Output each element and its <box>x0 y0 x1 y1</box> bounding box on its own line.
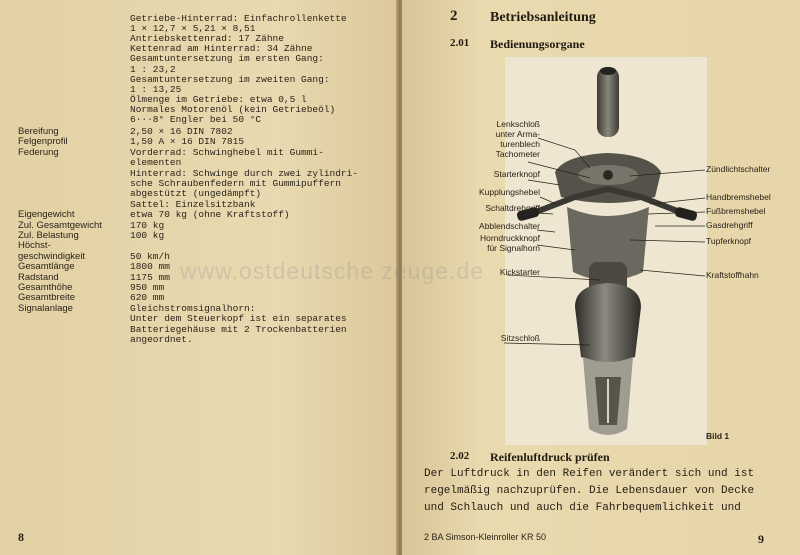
spec-label: Felgenprofil <box>18 136 68 148</box>
callout-left: Tachometer <box>495 149 540 159</box>
spec-value: 1175 mm <box>130 271 170 283</box>
spec-value: 100 kg <box>130 230 165 241</box>
spec-value: 2,50 × 16 DIN 7802 <box>130 126 233 137</box>
drive-line: Getriebe-Hinterrad: Einfachrollenkette <box>130 13 347 24</box>
spec-label: Gesamtlänge <box>18 261 75 273</box>
spec-label: Gesamthöhe <box>18 282 73 293</box>
drive-line: 1 × 12,7 × 5,21 × 8,51 <box>130 23 256 35</box>
spec-value: etwa 70 kg (ohne Kraftstoff) <box>130 209 290 221</box>
drive-line: 6···8° Engler bei 50 °C <box>130 114 262 125</box>
callout-left: Abblendschalter <box>479 221 540 231</box>
section2-title: Reifenluftdruck prüfen <box>490 450 610 464</box>
drive-line: Gesamtuntersetzung im zweiten Gang: <box>130 73 330 85</box>
callout-right: Gasdrehgriff <box>706 220 753 230</box>
section-number: 2.01 <box>450 37 470 49</box>
callout-right: Handbremshebel <box>706 192 771 202</box>
section2-number: 2.02 <box>450 450 470 462</box>
spec-value: 170 kg <box>130 219 165 231</box>
callout-left: turenblech <box>500 139 540 149</box>
body-line-3: und Schlauch und auch die Fahrbequemlichkeit und <box>424 502 741 514</box>
spec-label: Radstand <box>18 271 59 283</box>
drive-line: Antriebskettenrad: 17 Zähne <box>130 33 284 45</box>
spec-label: Zul. Belastung <box>18 230 79 241</box>
spec-value: abgestützt (ungedämpft) <box>130 188 262 200</box>
drive-line: Normales Motorenöl (kein Getriebeöl) <box>130 103 336 115</box>
spec-value: Hinterrad: Schwinge durch zwei zylindri- <box>130 167 359 179</box>
figure-caption: Bild 1 <box>706 431 730 441</box>
spec-value: Vorderrad: Schwinghebel mit Gummi- <box>130 146 324 158</box>
drive-line: 1 : 13,25 <box>130 83 182 95</box>
spec-label: Federung <box>18 146 59 158</box>
callout-left: für Signalhorn <box>487 243 540 253</box>
spec-value: 1,50 A × 16 DIN 7815 <box>130 136 245 148</box>
callout-right: Zündlichtschalter <box>706 164 771 174</box>
body-line-2: regelmäßig nachzuprüfen. Die Lebensdauer von Decke <box>424 485 755 497</box>
spec-value: angeordnet. <box>130 334 193 345</box>
page-footer: 2 BA Simson-Kleinroller KR 50 <box>424 532 547 542</box>
drive-line: Kettenrad am Hinterrad: 34 Zähne <box>130 43 313 55</box>
spec-value: 950 mm <box>130 282 165 293</box>
spec-value: Gleichstromsignalhorn: <box>130 302 256 314</box>
callout-left: Kupplungshebel <box>479 187 540 197</box>
callout-left: Sitzschloß <box>500 333 540 343</box>
chapter-title: Betriebsanleitung <box>490 10 596 25</box>
spec-value: Sattel: Einzelsitzbank <box>130 198 256 210</box>
spec-value: 50 km/h <box>130 250 170 262</box>
spec-value: 620 mm <box>130 292 165 304</box>
spec-value: Unter dem Steuerkopf ist ein separates <box>130 313 347 325</box>
watermark: www.ostdeutsche zeuge.de <box>180 258 485 284</box>
callout-left: Starterknopf <box>493 169 540 179</box>
drive-line: 1 : 23,2 <box>130 63 176 75</box>
spec-label: Gesamtbreite <box>18 292 76 304</box>
spec-value: elementen <box>130 157 182 169</box>
callout-right: Fußbremshebel <box>706 206 766 216</box>
spec-label: geschwindigkeit <box>18 250 86 262</box>
callout-right: Tupferknopf <box>706 236 752 246</box>
callout-left: unter Arma- <box>495 129 540 139</box>
callout-left: Horndruckknopf <box>479 233 540 243</box>
left-page-number: 8 <box>18 530 24 544</box>
spec-label: Eigengewicht <box>18 209 75 221</box>
spec-value: Batteriegehäuse mit 2 Trockenbatterien <box>130 323 347 335</box>
right-page-number: 9 <box>758 532 764 546</box>
drive-line: Ölmenge im Getriebe: etwa 0,5 l <box>130 93 307 105</box>
section-title: Bedienungsorgane <box>490 37 585 51</box>
spec-label: Zul. Gesamtgewicht <box>18 219 102 231</box>
callout-right: Kraftstoffhahn <box>706 270 759 280</box>
callout-left: Schaltdrehgriff <box>485 203 540 213</box>
spec-label: Höchst- <box>18 240 51 252</box>
callout-left: Kickstarter <box>499 267 540 277</box>
chapter-number: 2 <box>450 8 458 24</box>
spec-label: Bereifung <box>18 126 59 137</box>
drive-line: Gesamtuntersetzung im ersten Gang: <box>130 53 324 65</box>
callout-left: Lenkschloß <box>496 119 540 129</box>
spec-label: Signalanlage <box>18 302 73 314</box>
body-line-1: Der Luftdruck in den Reifen verändert sich und ist <box>424 468 755 480</box>
spec-value: 1800 mm <box>130 261 170 273</box>
spec-value: sche Schraubenfedern mit Gummipuffern <box>130 178 341 189</box>
